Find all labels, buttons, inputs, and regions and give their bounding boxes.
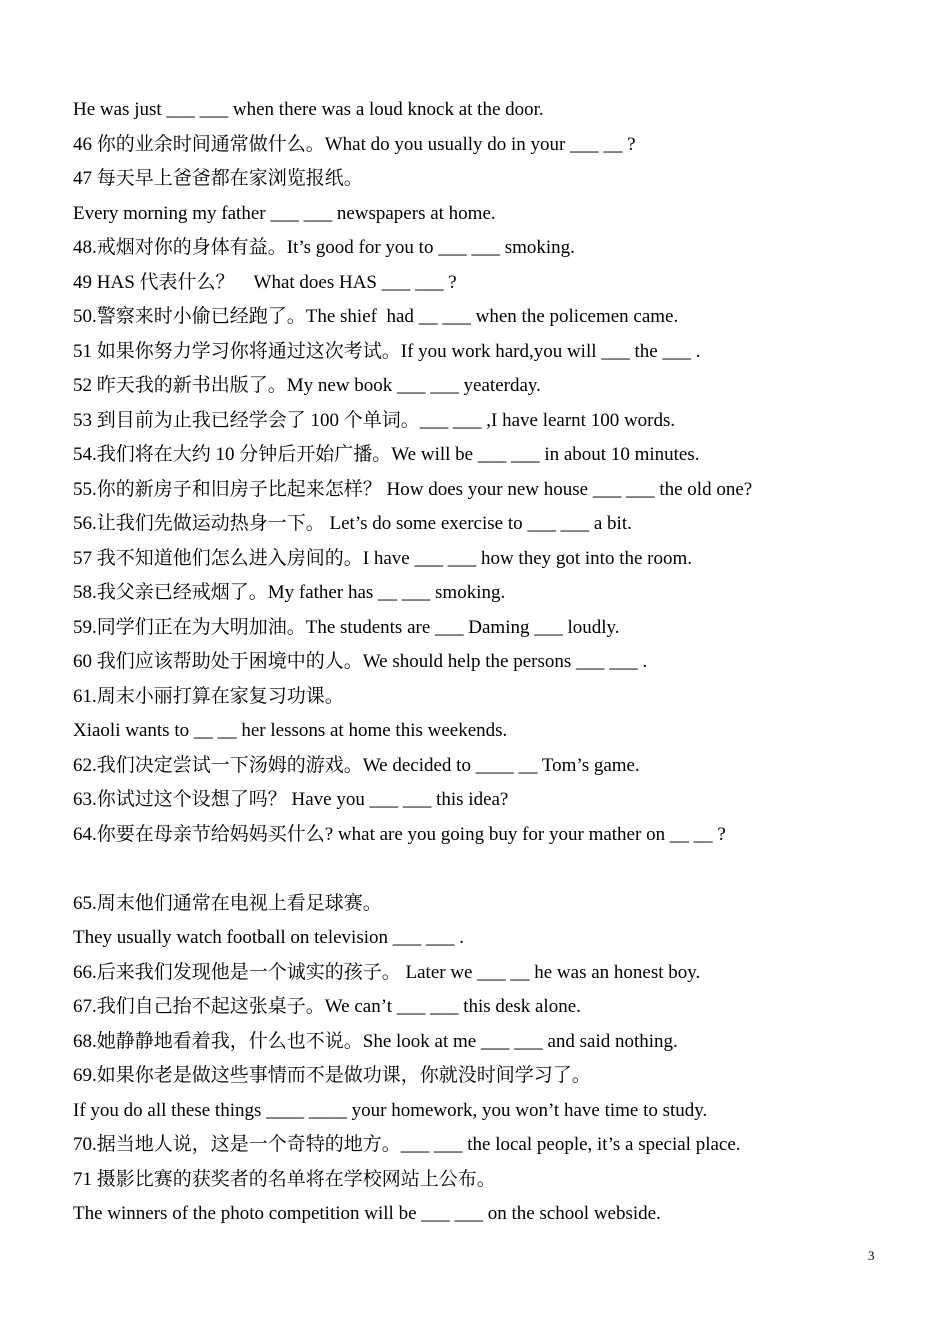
exercise-line: 60 我们应该帮助处于困境中的人。We should help the persons ___ ___ . [73,651,648,672]
exercise-line: 62.我们决定尝试一下汤姆的游戏。We decided to ____ __ Tom’s game. [73,754,640,776]
exercise-line: 59.同学们正在为大明加油。The students are ___ Daming ___ loudly. [73,616,620,638]
exercise-line: 49 HAS 代表什么？ What does HAS ___ ___ ? [73,271,457,293]
exercise-line: 69.如果你老是做这些事情而不是做功课，你就没时间学习了。 [73,1065,591,1086]
document-body [73,93,893,1232]
exercise-line: 65.周末他们通常在电视上看足球赛。 [73,892,382,914]
exercise-line: 51 如果你努力学习你将通过这次考试。If you work hard,you will ___ the ___ . [73,340,701,362]
exercise-line: 52 昨天我的新书出版了。My new book ___ ___ yeaterday. [73,375,541,396]
exercise-line: 50.警察来时小偷已经跑了。The shief had __ ___ when the policemen came. [73,306,679,327]
exercise-line: 54.我们将在大约 10 分钟后开始广播。We will be ___ ___ in about 10 minutes. [73,444,700,465]
exercise-line: 66.后来我们发现他是一个诚实的孩子。 Later we ___ __ he was an honest boy. [73,961,701,983]
exercise-line: 71 摄影比赛的获奖者的名单将在学校网站上公布。 [73,1168,496,1190]
exercise-line: 70.据当地人说，这是一个奇特的地方。___ ___ the local people, it’s a special place. [73,1134,741,1155]
page-number: 3 [868,1248,875,1263]
exercise-line: 64.你要在母亲节给妈妈买什么? what are you going buy for your mather on __ __ ? [73,823,726,845]
exercise-line: 63.你试过这个设想了吗？ Have you ___ ___ this idea? [73,789,509,810]
exercise-line: 61.周末小丽打算在家复习功课。 [73,685,344,707]
exercise-line: 55.你的新房子和旧房子比起来怎样？ How does your new house ___ ___ the old one? [73,478,753,500]
exercise-line: 53 到目前为止我已经学会了 100 个单词。___ ___ ,I have learnt 100 words. [73,409,676,431]
exercise-line: Every morning my father ___ ___ newspapers at home. [73,202,496,224]
exercise-line: 67.我们自己抬不起这张桌子。We can’t ___ ___ this desk alone. [73,996,581,1017]
exercise-line: 57 我不知道他们怎么进入房间的。I have ___ ___ how they got into the room. [73,547,693,569]
exercise-line: 56.让我们先做运动热身一下。 Let’s do some exercise to ___ ___ a bit. [73,513,632,534]
exercise-line: 48.戒烟对你的身体有益。It’s good for you to ___ ___ smoking. [73,237,575,258]
exercise-line: Xiaoli wants to __ __ her lessons at home this weekends. [73,720,508,741]
exercise-line: 47 每天早上爸爸都在家浏览报纸。 [73,168,363,189]
exercise-line: 58.我父亲已经戒烟了。My father has __ ___ smoking. [73,582,506,603]
exercise-line: They usually watch football on television ___ ___ . [73,927,465,948]
exercise-line: 68.她静静地看着我，什么也不说。She look at me ___ ___ and said nothing. [73,1030,678,1052]
exercise-line: 46 你的业余时间通常做什么。What do you usually do in your ___ __ ? [73,133,636,155]
exercise-line: If you do all these things ____ ____ your homework, you won’t have time to study. [73,1099,708,1121]
exercise-line: The winners of the photo competition will be ___ ___ on the school webside. [73,1203,661,1224]
exercise-line: He was just ___ ___ when there was a loud knock at the door. [73,99,544,120]
blank-line [73,852,893,887]
